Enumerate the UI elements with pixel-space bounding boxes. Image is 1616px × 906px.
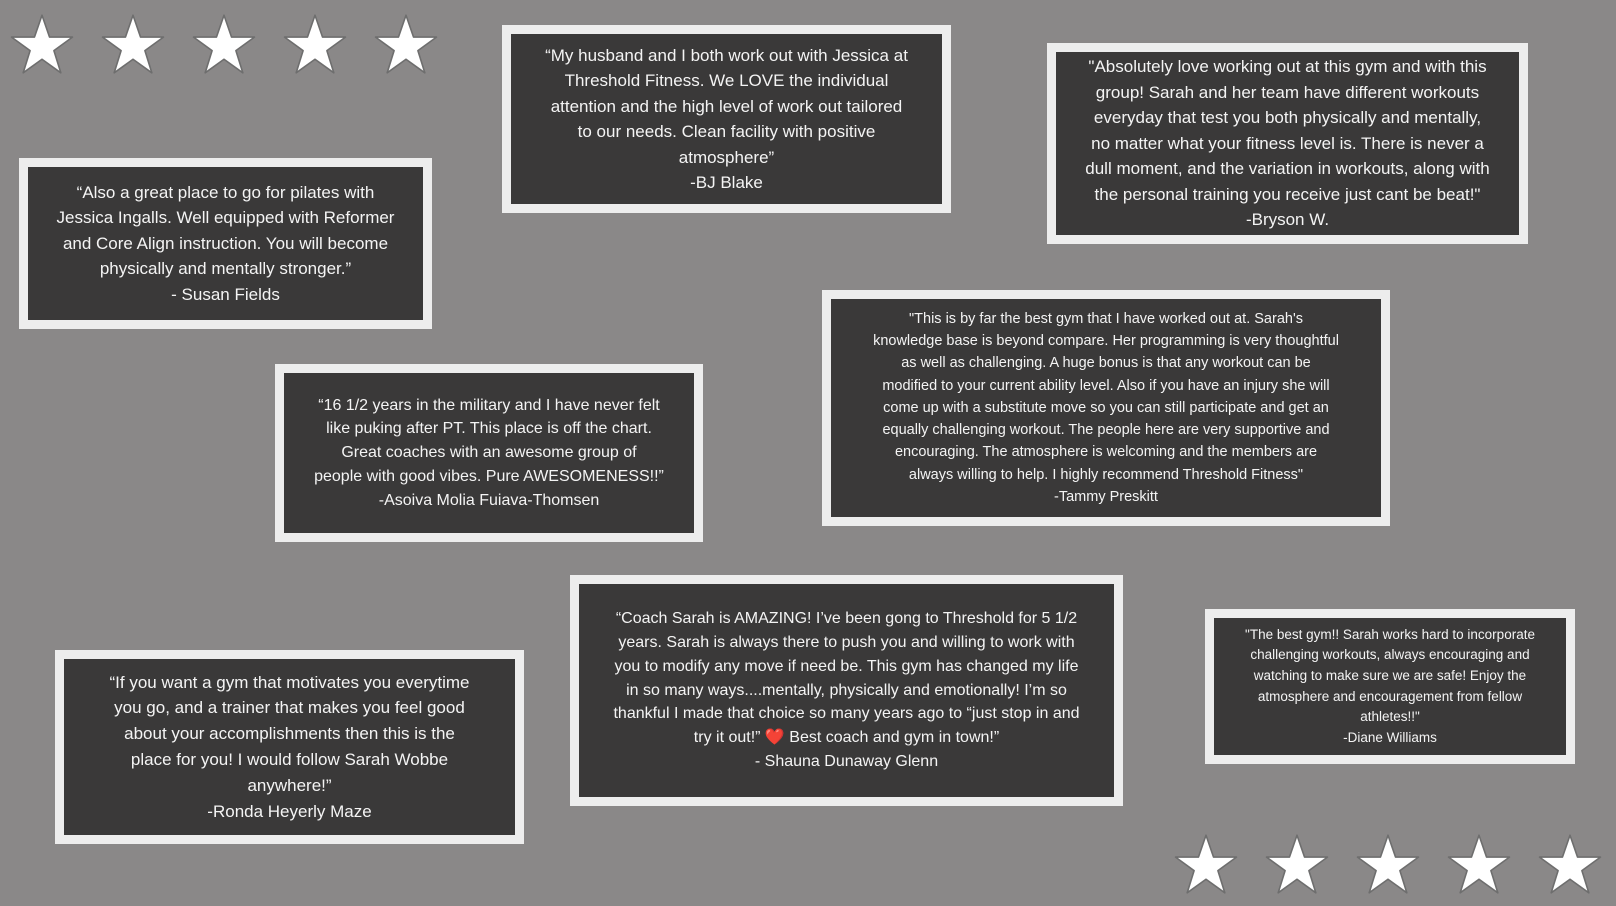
testimonial-author: -Ronda Heyerly Maze: [207, 801, 372, 821]
testimonial-card-asoiva-molia: [275, 364, 703, 542]
testimonial-author: -Bryson W.: [1245, 210, 1330, 230]
testimonial-author: - Susan Fields: [171, 284, 280, 304]
testimonial-card-tammy-preskitt: [822, 290, 1390, 526]
testimonial-card-susan-fields: [19, 158, 432, 329]
testimonial-card-bryson-w: [1047, 43, 1528, 244]
testimonial-quote: “Also a great place to go for pilates with Jessica Ingalls. Well equipped with Reformer and Core Align instruction. You will become physically and mentally stronger.”: [56, 182, 395, 279]
testimonial-author: -BJ Blake: [690, 173, 763, 192]
testimonial-author: - Shauna Dunaway Glenn: [754, 752, 939, 770]
testimonial-quote: “My husband and I both work out with Jessica at Threshold Fitness. We LOVE the individual attention and the high level of work out tailored to our needs. Clean facility with positive atmosphere”: [545, 45, 908, 167]
testimonial-quote: “Coach Sarah is AMAZING! I’ve been gong to Threshold for 5 1/2 years. Sarah is always there to push you and willing to work with you to modify any move if need be. This gym has changed my life in so many ways....mentally, physically and emotionally! I’m so thankful I made that choice so many years ago to “just stop in and try it out!” ❤️ Best coach and gym in town!”: [613, 610, 1080, 747]
star-icon: [1447, 832, 1511, 896]
testimonial-card-diane-williams: [1205, 609, 1575, 764]
testimonial-quote: "The best gym!! Sarah works hard to incorporate challenging workouts, always encouraging and watching to make sure we are safe! Enjoy the atmosphere and encouragement from fellow athletes!!": [1245, 626, 1535, 725]
star-icon: [10, 12, 74, 76]
star-rating-top: [10, 12, 438, 76]
star-icon: [1174, 832, 1238, 896]
star-rating-bottom: [1174, 832, 1602, 896]
testimonial-quote: "Absolutely love working out at this gym and with this group! Sarah and her team have different workouts everyday that test you both physically and mentally, no matter what your fitness level is. There is never a dull moment, and the variation in workouts, along with the personal training you receive just cant be beat!": [1085, 57, 1490, 204]
testimonial-author: -Diane Williams: [1343, 729, 1437, 745]
star-icon: [192, 12, 256, 76]
testimonial-author: -Asoiva Molia Fuiava-Thomsen: [378, 491, 600, 509]
star-icon: [1356, 832, 1420, 896]
testimonial-card-bj-blake: [502, 25, 951, 213]
star-icon: [1265, 832, 1329, 896]
star-icon: [283, 12, 347, 76]
star-icon: [1538, 832, 1602, 896]
star-icon: [101, 12, 165, 76]
testimonial-quote: "This is by far the best gym that I have worked out at. Sarah's knowledge base is beyond compare. Her programming is very thoughtful as well as challenging. A huge bonus is that any workout can be modified to your current ability level. Also if you have an injury she will come up with a substitute move so you can still participate and get an equally challenging workout. The people here are very supportive and encouraging. The atmosphere is welcoming and the members are always willing to help. I highly recommend Threshold Fitness": [873, 310, 1339, 483]
testimonial-author: -Tammy Preskitt: [1054, 489, 1158, 506]
star-icon: [374, 12, 438, 76]
testimonial-quote: “16 1/2 years in the military and I have never felt like puking after PT. This place is off the chart. Great coaches with an awesome group of people with good vibes. Pure AWESOMENESS!!”: [314, 396, 664, 485]
testimonial-quote: “If you want a gym that motivates you everytime you go, and a trainer that makes you feel good about your accomplishments then this is the place for you! I would follow Sarah Wobbe anywhere!”: [109, 672, 470, 795]
testimonial-card-shauna-dunaway: [570, 575, 1123, 806]
testimonial-card-ronda-heyerly: [55, 650, 524, 844]
